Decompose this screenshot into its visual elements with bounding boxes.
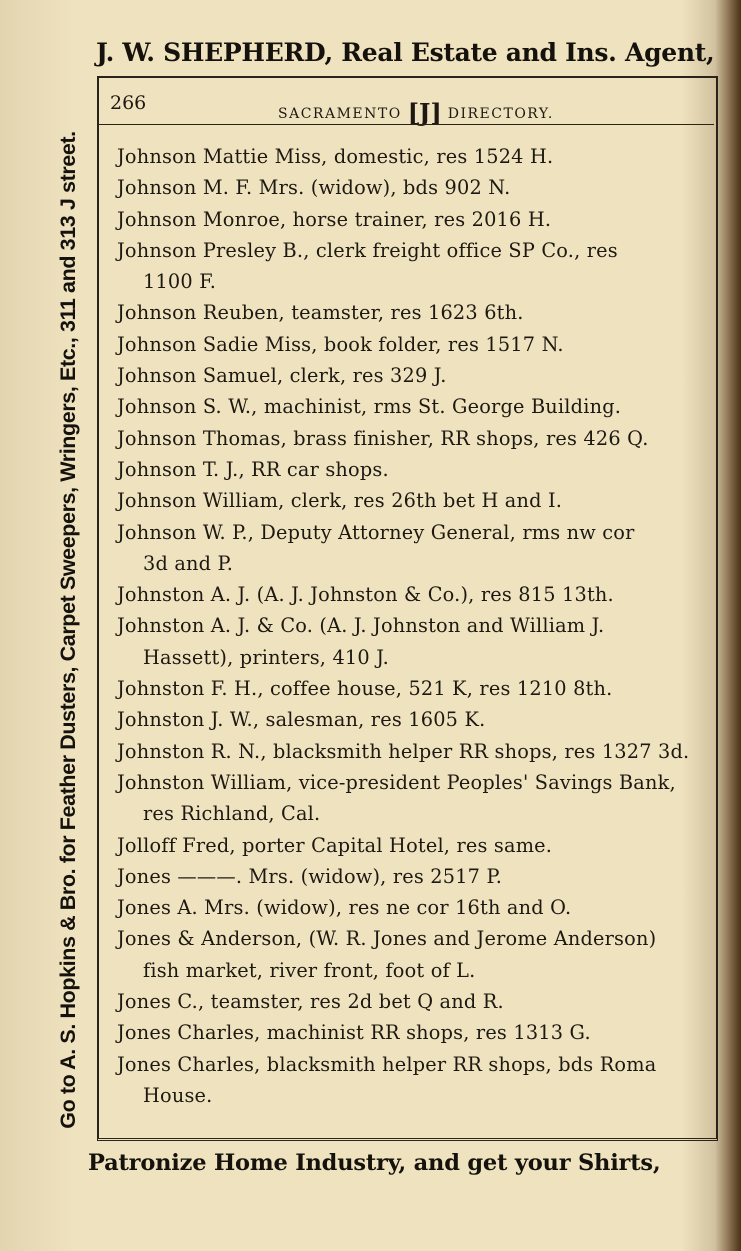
directory-entry [117,736,707,767]
page-number: 266 [110,92,147,114]
entry-text: Johnston F. H., coffee house, 521 K, res 1210 8th. [117,677,613,701]
entry-continuation: 3d and P. [143,551,234,575]
directory-entry [117,830,707,861]
entry-text: Jolloff Fred, porter Capital Hotel, res same. [117,833,553,857]
entry-text: Johnston R. N., blacksmith helper RR shops, res 1327 3d. [117,739,690,763]
entry-continuation: Hassett), printers, 410 J. [143,645,389,669]
directory-entry [117,172,707,203]
entry-text: Johnston A. J. & Co. (A. J. Johnston and William J. [117,614,605,638]
directory-entry [117,767,707,830]
entry-text: Jones Charles, blacksmith helper RR shops, bds Roma [117,1052,657,1076]
entry-text: Johnson Sadie Miss, book folder, res 1517 N. [117,332,564,356]
directory-entry [117,579,707,610]
directory-entry [117,1017,707,1048]
directory-entries [117,141,707,1111]
directory-entry [117,610,707,673]
directory-entry [117,517,707,580]
entry-text: Johnson Thomas, brass finisher, RR shops, res 426 Q. [117,426,649,450]
entry-text: Jones ———. Mrs. (widow), res 2517 P. [117,864,503,888]
entry-text: Johnston J. W., salesman, res 1605 K. [117,708,486,732]
directory-entry [117,861,707,892]
directory-entry [117,204,707,235]
directory-entry [117,673,707,704]
directory-entry [117,986,707,1017]
directory-entry [117,235,707,298]
directory-entry [117,297,707,328]
entry-text: Johnson Mattie Miss, domestic, res 1524 H. [117,145,554,168]
entry-text: Johnson W. P., Deputy Attorney General, rms nw cor [117,520,635,544]
entry-text: Jones A. Mrs. (widow), res ne cor 16th and O. [117,896,572,920]
entry-continuation: fish market, river front, foot of L. [143,958,476,982]
directory-entry [117,1049,707,1112]
running-head [110,89,710,127]
directory-entry [117,423,707,454]
head-title [278,95,554,127]
head-letter: [J] [407,98,442,127]
entry-text: Johnson Presley B., clerk freight office SP Co., res [117,238,618,262]
entry-text: Johnson Samuel, clerk, res 329 J. [117,364,447,388]
directory-entry [117,485,707,516]
head-directory: DIRECTORY. [447,106,554,122]
side-advertisement: Go to A. S. Hopkins & Bro. for Feather Dusters, Carpet Sweepers, Wringers, Etc., 311 and 313 J street. [56,131,80,1129]
entry-text: Johnson Reuben, teamster, res 1623 6th. [117,301,524,325]
directory-entry [117,892,707,923]
entry-text: Jones Charles, machinist RR shops, res 1313 G. [117,1021,591,1045]
directory-entry [117,329,707,360]
directory-entry [117,360,707,391]
entry-continuation: res Richland, Cal. [143,802,321,826]
directory-entry [117,391,707,422]
entry-text: Johnson M. F. Mrs. (widow), bds 902 N. [117,176,511,200]
entry-text: Jones & Anderson, (W. R. Jones and Jerome Anderson) [117,927,657,951]
entry-continuation: 1100 F. [143,270,217,294]
top-advertisement: J. W. SHEPHERD, Real Estate and Ins. Agent, [96,38,715,67]
entry-text: Johnston A. J. (A. J. Johnston & Co.), res 815 13th. [117,583,614,607]
book-spine-shadow [715,0,741,1251]
bottom-advertisement: Patronize Home Industry, and get your Shirts, [88,1150,661,1176]
directory-entry [117,923,707,986]
entry-text: Jones C., teamster, res 2d bet Q and R. [117,990,504,1014]
directory-entry [117,141,707,172]
head-rule [97,124,714,125]
directory-entry [117,704,707,735]
head-city: SACRAMENTO [278,106,402,122]
entry-text: Johnson Monroe, horse trainer, res 2016 H. [117,207,552,231]
entry-text: Johnson William, clerk, res 26th bet H and I. [117,489,563,513]
entry-text: Johnson T. J., RR car shops. [117,457,389,481]
entry-continuation: House. [143,1083,213,1107]
entry-text: Johnson S. W., machinist, rms St. George Building. [117,395,622,419]
directory-entry [117,454,707,485]
entry-text: Johnston William, vice-president Peoples' Savings Bank, [117,770,676,794]
